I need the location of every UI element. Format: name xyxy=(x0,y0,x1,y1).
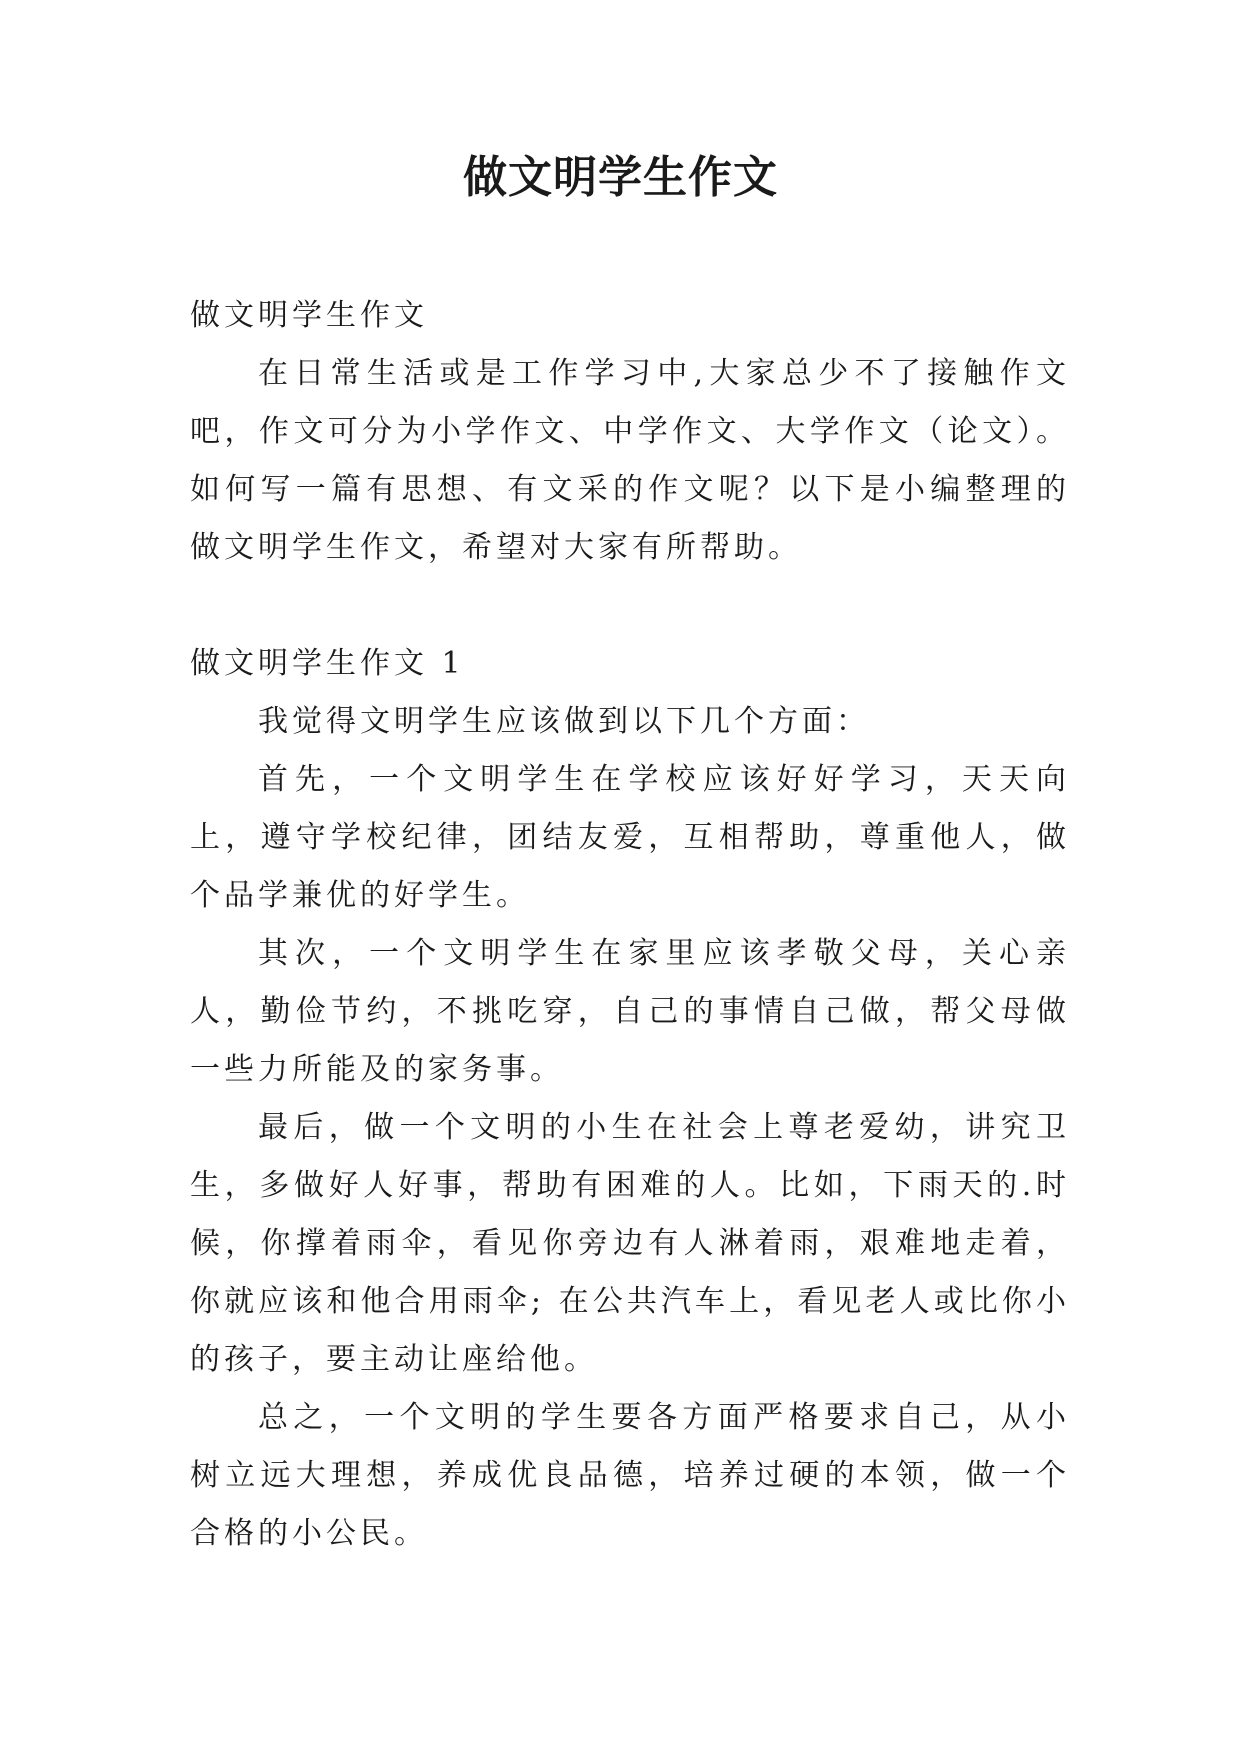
section-heading: 做文明学生作文 1 xyxy=(190,646,465,681)
body-paragraph-2: 首先，一个文明学生在学校应该好好学习，天天向上，遵守学校纪律，团结友爱，互相帮助，尊重他人，做个品学兼优的好学生。 xyxy=(190,762,1070,913)
body-paragraph-4: 最后，做一个文明的小生在社会上尊老爱幼，讲究卫生，多做好人好事，帮助有困难的人。比如，下雨天的.时候，你撑着雨伞，看见你旁边有人淋着雨，艰难地走着，你就应该和他合用雨伞; 在公共汽车上，看见老人或比你小的孩子，要主动让座给他。 xyxy=(190,1110,1070,1377)
body-paragraph-5: 总之，一个文明的学生要各方面严格要求自己，从小树立远大理想，养成优良品德，培养过硬的本领，做一个合格的小公民。 xyxy=(190,1400,1070,1551)
body-paragraph-3: 其次，一个文明学生在家里应该孝敬父母，关心亲人，勤俭节约，不挑吃穿，自己的事情自己做，帮父母做一些力所能及的家务事。 xyxy=(190,936,1070,1087)
intro-heading: 做文明学生作文 xyxy=(190,298,428,333)
intro-paragraph: 在日常生活或是工作学习中,大家总少不了接触作文吧，作文可分为小学作文、中学作文、大学作文（论文）。如何写一篇有思想、有文采的作文呢？以下是小编整理的做文明学生作文，希望对大家有所帮助。 xyxy=(190,356,1070,565)
body-paragraph-1: 我觉得文明学生应该做到以下几个方面： xyxy=(258,704,870,739)
document-title: 做文明学生作文 xyxy=(463,152,778,203)
document-body xyxy=(190,287,1070,1563)
section-spacer xyxy=(190,577,1070,635)
